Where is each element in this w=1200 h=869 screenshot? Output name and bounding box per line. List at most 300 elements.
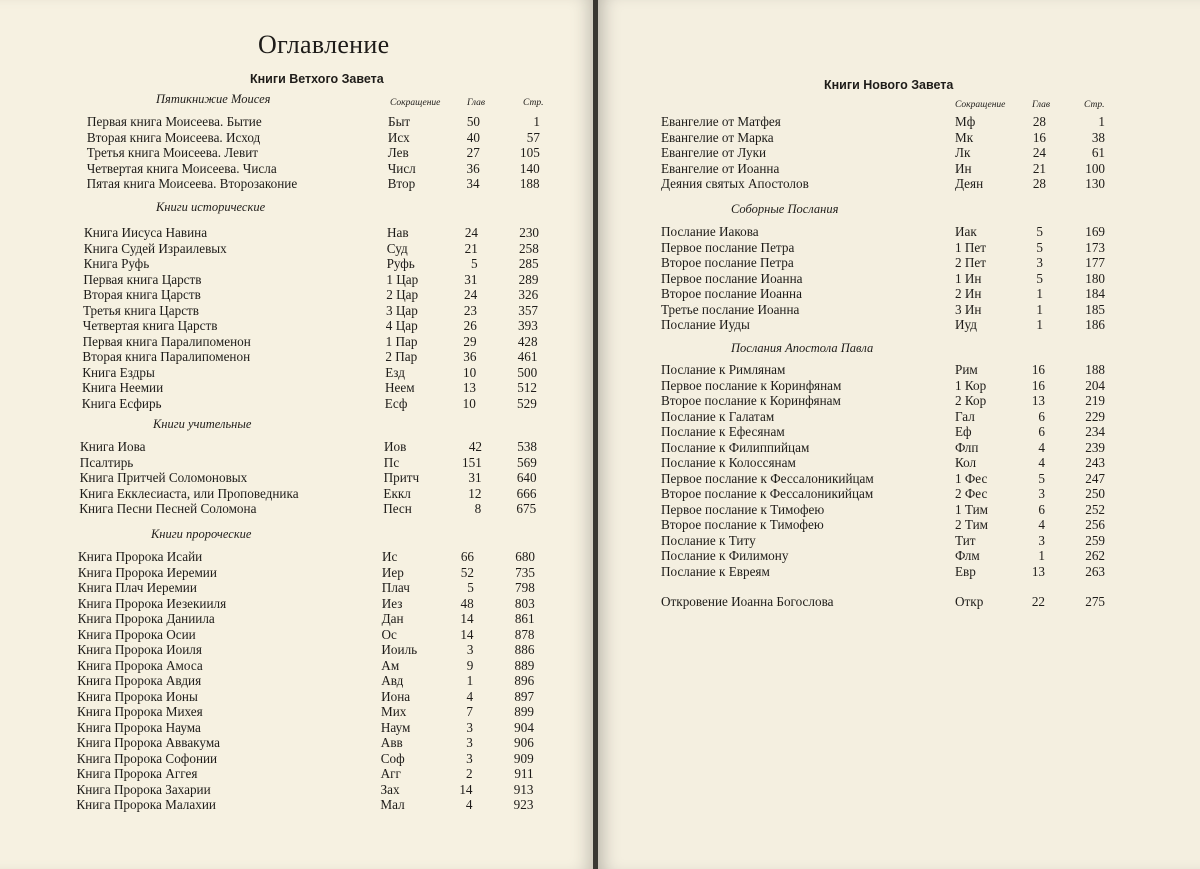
page-number: 186	[1085, 317, 1105, 332]
page-number: 230	[519, 225, 539, 240]
book-abbreviation: Рим	[955, 362, 978, 377]
chapter-count: 10	[462, 395, 476, 411]
chapter-count: 24	[464, 225, 478, 240]
book-title: Книга Плач Иеремии	[77, 580, 197, 595]
book-abbreviation: 2 Тим	[955, 517, 989, 532]
page-number: 326	[518, 287, 539, 302]
book-title: Евангелие от Матфея	[661, 114, 781, 129]
toc-row	[0, 439, 593, 455]
book-abbreviation: Гал	[955, 408, 975, 424]
book-title: Пятая книга Моисеева. Второзаконие	[86, 176, 298, 191]
toc-row	[598, 317, 1200, 333]
chapter-count: 1	[1036, 301, 1043, 317]
toc-row	[0, 627, 593, 643]
toc-row	[0, 176, 593, 192]
book-abbreviation: Деян	[955, 176, 984, 191]
page-number: 911	[514, 766, 534, 781]
book-abbreviation: 2 Пар	[385, 349, 418, 364]
page-number: 285	[518, 256, 539, 271]
toc-row	[0, 704, 593, 720]
toc-row	[0, 303, 593, 319]
book-abbreviation: Быт	[388, 114, 411, 129]
book-title: Четвертая книга Моисеева. Числа	[86, 160, 277, 176]
page-number: 909	[513, 750, 534, 766]
book-title: Послание к Колоссянам	[661, 455, 796, 470]
chapter-count: 6	[1038, 424, 1045, 439]
book-title: Вторая книга Моисеева. Исход	[86, 129, 261, 145]
chapter-count: 6	[1038, 408, 1045, 424]
chapter-count: 31	[468, 470, 482, 485]
book-title: Первое послание к Коринфянам	[661, 377, 842, 393]
book-abbreviation: Песн	[383, 501, 412, 516]
toc-row	[0, 486, 593, 502]
section-heading: Книги учительные	[153, 417, 252, 431]
book-abbreviation: Мф	[955, 114, 976, 129]
page-number: 262	[1085, 548, 1105, 563]
toc-row	[0, 611, 593, 627]
chapter-count: 5	[1038, 470, 1045, 486]
page-title: Оглавление	[258, 30, 390, 59]
chapter-count: 5	[471, 256, 478, 271]
chapter-count: 3	[466, 750, 473, 766]
page-number: 897	[514, 688, 535, 704]
page-number: 913	[513, 781, 534, 797]
toc-row	[0, 272, 593, 288]
toc-row	[598, 471, 1200, 487]
page-number: 173	[1085, 239, 1105, 255]
chapter-count: 5	[467, 580, 474, 595]
book-abbreviation: Иер	[381, 564, 404, 580]
chapter-count: 24	[1032, 145, 1046, 160]
chapter-count: 50	[466, 114, 480, 129]
chapter-count: 13	[1031, 393, 1045, 408]
book-title: Евангелие от Иоанна	[661, 160, 780, 176]
page-number: 428	[517, 333, 538, 349]
book-title: Книга Пророка Софонии	[76, 750, 218, 766]
page-number: 169	[1085, 224, 1105, 239]
chapter-count: 4	[1038, 517, 1045, 532]
page-number: 512	[517, 380, 537, 395]
toc-row	[0, 782, 593, 798]
book-title: Первая книга Царств	[83, 271, 202, 287]
page-number: 180	[1085, 270, 1105, 286]
book-abbreviation: Ис	[382, 549, 398, 564]
book-title: Книга Руфь	[83, 256, 150, 271]
book-abbreviation: Еккл	[383, 485, 411, 501]
toc-row	[0, 642, 593, 658]
new-testament-heading: Книги Нового Завета	[824, 78, 954, 92]
book-title: Послание к Галатам	[661, 408, 775, 424]
book-title: Откровение Иоанна Богослова	[661, 594, 834, 609]
page-number: 1	[533, 114, 540, 129]
page-number: 886	[514, 642, 535, 657]
book-title: Послание к Ефесянам	[661, 424, 785, 439]
chapter-count: 1	[1036, 286, 1043, 301]
chapter-count: 151	[462, 454, 482, 470]
book-abbreviation: 1 Тим	[955, 501, 989, 517]
toc-row	[598, 302, 1200, 318]
chapter-count: 40	[466, 129, 480, 145]
old-testament-heading: Книги Ветхого Завета	[250, 72, 384, 86]
book-abbreviation: Ам	[381, 657, 400, 673]
book-title: Второе послание к Фессалоникийцам	[661, 486, 874, 501]
toc-row	[598, 594, 1200, 610]
book-title: Книга Пророка Осии	[77, 626, 196, 642]
page-number: 188	[1085, 362, 1105, 377]
toc-row	[0, 565, 593, 581]
page-number: 735	[515, 564, 535, 580]
chapter-count: 16	[1031, 362, 1045, 377]
page-number: 105	[520, 145, 540, 160]
page-number: 666	[516, 485, 537, 501]
book-abbreviation: Суд	[386, 240, 408, 256]
chapter-count: 10	[463, 364, 477, 380]
page-number: 1	[1098, 114, 1105, 129]
section-heading: Соборные Послания	[731, 202, 839, 216]
chapter-count: 14	[459, 781, 473, 797]
chapter-count: 28	[1032, 176, 1046, 191]
book-abbreviation: Нав	[387, 225, 409, 240]
book-abbreviation: Еф	[955, 424, 972, 439]
page-number: 680	[515, 549, 535, 564]
chapter-count: 23	[463, 302, 477, 318]
page-number: 393	[518, 318, 538, 333]
book-abbreviation: 1 Пет	[955, 239, 987, 255]
toc-row	[598, 145, 1200, 161]
book-title: Книга Пророка Авдия	[77, 673, 202, 688]
chapter-count: 3	[1036, 255, 1043, 270]
column-header-page: Стр.	[523, 98, 544, 108]
toc-row	[0, 241, 593, 257]
toc-row	[0, 380, 593, 396]
toc-row	[598, 240, 1200, 256]
book-title: Книга Пророка Иеремии	[77, 564, 217, 580]
book-abbreviation: Флм	[955, 548, 980, 563]
chapter-count: 8	[474, 501, 482, 516]
book-abbreviation: 2 Пет	[955, 255, 987, 270]
book-title: Книга Судей Израилевых	[83, 240, 227, 256]
chapter-count: 4	[1038, 439, 1045, 455]
book-title: Послание к Титу	[661, 532, 756, 548]
chapter-count: 5	[1036, 239, 1043, 255]
page-number: 640	[516, 470, 537, 485]
chapter-count: 5	[1036, 224, 1043, 239]
chapter-count: 13	[462, 380, 476, 395]
toc-row	[0, 720, 593, 736]
page-number: 923	[513, 797, 534, 812]
column-header-abbr: Сокращение	[955, 100, 1006, 110]
book-title: Второе послание к Коринфянам	[661, 393, 841, 408]
chapter-count: 3	[1038, 486, 1045, 501]
book-abbreviation: Тит	[955, 532, 976, 548]
toc-row	[0, 365, 593, 381]
chapter-count: 36	[466, 160, 480, 176]
book-title: Книга Неемии	[82, 380, 164, 395]
book-abbreviation: Иона	[381, 688, 411, 704]
section-heading: Пятикнижие Моисея	[156, 92, 271, 106]
book-abbreviation: 2 Ин	[955, 286, 982, 301]
book-title: Книга Пророка Малахии	[76, 797, 216, 812]
page-number: 289	[518, 271, 539, 287]
book-abbreviation: Плач	[381, 580, 410, 595]
book-title: Книга Есфирь	[81, 395, 162, 411]
book-abbreviation: Втор	[387, 176, 416, 191]
page-number: 357	[518, 302, 538, 318]
book-abbreviation: Неем	[385, 380, 415, 395]
toc-row	[0, 225, 593, 241]
book-title: Евангелие от Марка	[661, 129, 774, 145]
toc-row	[598, 224, 1200, 240]
book-abbreviation: 1 Кор	[955, 377, 987, 393]
book-title: Книга Екклесиаста, или Проповедника	[79, 485, 299, 501]
chapter-count: 48	[460, 595, 474, 611]
page-number: 904	[514, 719, 534, 735]
book-title: Книга Пророка Аввакума	[76, 735, 220, 750]
page-number: 259	[1085, 532, 1105, 548]
toc-row	[0, 145, 593, 161]
book-title: Первое послание Петра	[661, 239, 795, 255]
chapter-count: 3	[1038, 532, 1045, 548]
book-title: Книга Пророка Аггея	[76, 766, 198, 781]
book-title: Послание к Римлянам	[661, 362, 786, 377]
chapter-count: 27	[466, 145, 480, 160]
page-number: 140	[519, 160, 540, 176]
toc-row	[0, 549, 593, 565]
page-number: 861	[514, 611, 535, 626]
page-number: 906	[514, 735, 534, 750]
book-title: Псалтирь	[79, 454, 134, 470]
toc-row	[0, 114, 593, 130]
chapter-count: 22	[1031, 594, 1045, 609]
book-title: Первая книга Моисеева. Бытие	[87, 114, 262, 129]
toc-row	[0, 161, 593, 177]
book-abbreviation: Езд	[385, 364, 405, 380]
chapter-count: 3	[466, 642, 474, 657]
page-number: 234	[1085, 424, 1105, 439]
book-title: Второе послание к Тимофею	[661, 517, 824, 532]
book-abbreviation: Агг	[380, 766, 401, 781]
book-title: Книга Пророка Михея	[77, 704, 203, 719]
book-abbreviation: Иоиль	[381, 642, 418, 657]
book-title: Послание к Евреям	[661, 563, 770, 579]
book-abbreviation: Ос	[381, 626, 397, 642]
page-number: 675	[516, 501, 537, 516]
book-abbreviation: 1 Пар	[385, 333, 418, 349]
page-number: 100	[1085, 160, 1105, 176]
book-abbreviation: Мк	[955, 129, 974, 145]
toc-row	[0, 735, 593, 751]
book-abbreviation: 1 Фес	[955, 470, 988, 486]
book-abbreviation: 3 Ин	[955, 301, 982, 317]
toc-row	[598, 502, 1200, 518]
page-number: 185	[1085, 301, 1105, 317]
book-abbreviation: Ин	[955, 160, 972, 176]
page-number: 500	[517, 364, 538, 380]
chapter-count: 26	[463, 318, 477, 333]
book-title: Третье послание Иоанна	[661, 301, 800, 317]
page-number: 204	[1085, 377, 1105, 393]
book-abbreviation: Лев	[387, 145, 409, 160]
book-abbreviation: Иак	[955, 224, 977, 239]
book-title: Книга Ездры	[82, 364, 155, 380]
book-title: Книга Иова	[80, 439, 146, 454]
toc-row	[598, 362, 1200, 378]
page-number: 250	[1085, 486, 1105, 501]
page-number: 803	[514, 595, 535, 611]
book-title: Книга Иисуса Навина	[84, 225, 208, 240]
book-title: Книга Пророка Захарии	[76, 781, 211, 797]
toc-row	[598, 161, 1200, 177]
book-title: Первое послание к Фессалоникийцам	[661, 470, 874, 486]
book-abbreviation: 2 Цар	[386, 287, 419, 302]
book-abbreviation: 4 Цар	[385, 318, 418, 333]
toc-row	[598, 564, 1200, 580]
toc-row	[0, 766, 593, 782]
page-number: 188	[519, 176, 540, 191]
chapter-count: 5	[1036, 270, 1043, 286]
book-abbreviation: Соф	[380, 750, 405, 766]
book-title: Послание Иакова	[661, 224, 759, 239]
book-abbreviation: Исх	[387, 129, 410, 145]
page-number: 243	[1085, 455, 1105, 470]
book-abbreviation: Лк	[955, 145, 971, 160]
page-number: 256	[1085, 517, 1105, 532]
chapter-count: 1	[1036, 317, 1043, 332]
chapter-count: 36	[463, 349, 477, 364]
page-number: 239	[1085, 439, 1105, 455]
chapter-count: 14	[460, 626, 474, 642]
page-number: 569	[517, 454, 537, 470]
chapter-count: 16	[1032, 129, 1046, 145]
chapter-count: 1	[1038, 548, 1045, 563]
book-abbreviation: Мих	[381, 704, 407, 719]
section-heading: Книги исторические	[156, 200, 266, 214]
toc-row	[0, 130, 593, 146]
toc-row	[598, 424, 1200, 440]
page-number: 252	[1085, 501, 1105, 517]
chapter-count: 4	[466, 688, 474, 704]
chapter-count: 13	[1031, 563, 1045, 579]
toc-row	[598, 114, 1200, 130]
toc-row	[598, 176, 1200, 192]
book-title: Книга Пророка Ионы	[77, 688, 198, 704]
page-number: 219	[1085, 393, 1105, 408]
toc-row	[0, 396, 593, 412]
page-number: 177	[1085, 255, 1105, 270]
book-title: Четвертая книга Царств	[82, 318, 218, 333]
chapter-count: 1	[466, 673, 474, 688]
book-abbreviation: 1 Цар	[386, 271, 419, 287]
chapter-count: 24	[464, 287, 478, 302]
chapter-count: 3	[466, 719, 473, 735]
toc-row	[0, 751, 593, 767]
book-abbreviation: Притч	[383, 470, 420, 485]
chapter-count: 4	[1038, 455, 1045, 470]
book-abbreviation: Пс	[383, 454, 400, 470]
book-title: Третья книга Царств	[83, 302, 200, 318]
chapter-count: 42	[468, 439, 482, 454]
book-title: Книга Притчей Соломоновых	[79, 470, 248, 485]
toc-row	[598, 440, 1200, 456]
chapter-count: 34	[466, 176, 480, 191]
page-number: 878	[514, 626, 535, 642]
page-number: 247	[1085, 470, 1105, 486]
toc-row	[0, 256, 593, 272]
toc-row	[598, 378, 1200, 394]
toc-row	[598, 130, 1200, 146]
page-number: 229	[1085, 408, 1105, 424]
chapter-count: 7	[466, 704, 473, 719]
book-title: Книга Пророка Даниила	[77, 611, 215, 626]
book-title: Книга Пророка Иезекииля	[77, 595, 227, 611]
book-abbreviation: Авв	[380, 735, 403, 750]
book-abbreviation: 2 Кор	[955, 393, 987, 408]
book-title: Послание к Филимону	[661, 548, 789, 563]
book-title: Евангелие от Луки	[661, 145, 767, 160]
book-abbreviation: 3 Цар	[386, 302, 418, 318]
book-abbreviation: Авд	[381, 673, 404, 688]
chapter-count: 29	[463, 333, 477, 349]
book-title: Первое послание Иоанна	[661, 270, 803, 286]
chapter-count: 14	[460, 611, 474, 626]
toc-row	[0, 580, 593, 596]
toc-row	[0, 470, 593, 486]
section-heading: Книги пророческие	[151, 527, 252, 541]
book-title: Второе послание Петра	[661, 255, 794, 270]
right-page	[598, 0, 1200, 869]
page-number: 275	[1085, 594, 1105, 609]
book-title: Книга Пророка Иоиля	[77, 642, 202, 657]
chapter-count: 9	[466, 657, 474, 673]
column-header-chapters: Глав	[467, 98, 486, 108]
page-number: 57	[526, 129, 540, 145]
book-title: Деяния святых Апостолов	[661, 176, 809, 191]
chapter-count: 4	[465, 797, 473, 812]
column-header-page: Стр.	[1084, 100, 1105, 110]
chapter-count: 2	[466, 766, 473, 781]
chapter-count: 3	[466, 735, 473, 750]
book-title: Первая книга Паралипоменон	[82, 333, 251, 349]
toc-row	[598, 286, 1200, 302]
chapter-count: 6	[1038, 501, 1045, 517]
page-number: 38	[1091, 129, 1105, 145]
chapter-count: 31	[464, 271, 478, 287]
toc-row	[598, 409, 1200, 425]
toc-row	[0, 658, 593, 674]
page-number: 529	[517, 395, 537, 411]
book-abbreviation: Числ	[387, 160, 416, 176]
toc-row	[0, 334, 593, 350]
page-number: 889	[514, 657, 535, 673]
book-title: Вторая книга Царств	[83, 287, 201, 302]
left-page	[0, 0, 593, 869]
page-number: 461	[517, 349, 538, 364]
page-number: 184	[1085, 286, 1105, 301]
book-title: Вторая книга Паралипоменон	[82, 349, 251, 364]
book-abbreviation: Мал	[380, 797, 405, 812]
page-number: 258	[519, 240, 539, 256]
toc-row	[0, 455, 593, 471]
toc-row	[598, 548, 1200, 564]
book-title: Книга Песни Песней Соломона	[79, 501, 257, 516]
chapter-count: 52	[460, 564, 474, 580]
book-title: Книга Пророка Исайи	[78, 549, 203, 564]
chapter-count: 16	[1031, 377, 1045, 393]
book-abbreviation: Зах	[380, 781, 400, 797]
book-abbreviation: Иов	[384, 439, 407, 454]
book-title: Третья книга Моисеева. Левит	[86, 145, 259, 160]
toc-row	[0, 797, 593, 813]
